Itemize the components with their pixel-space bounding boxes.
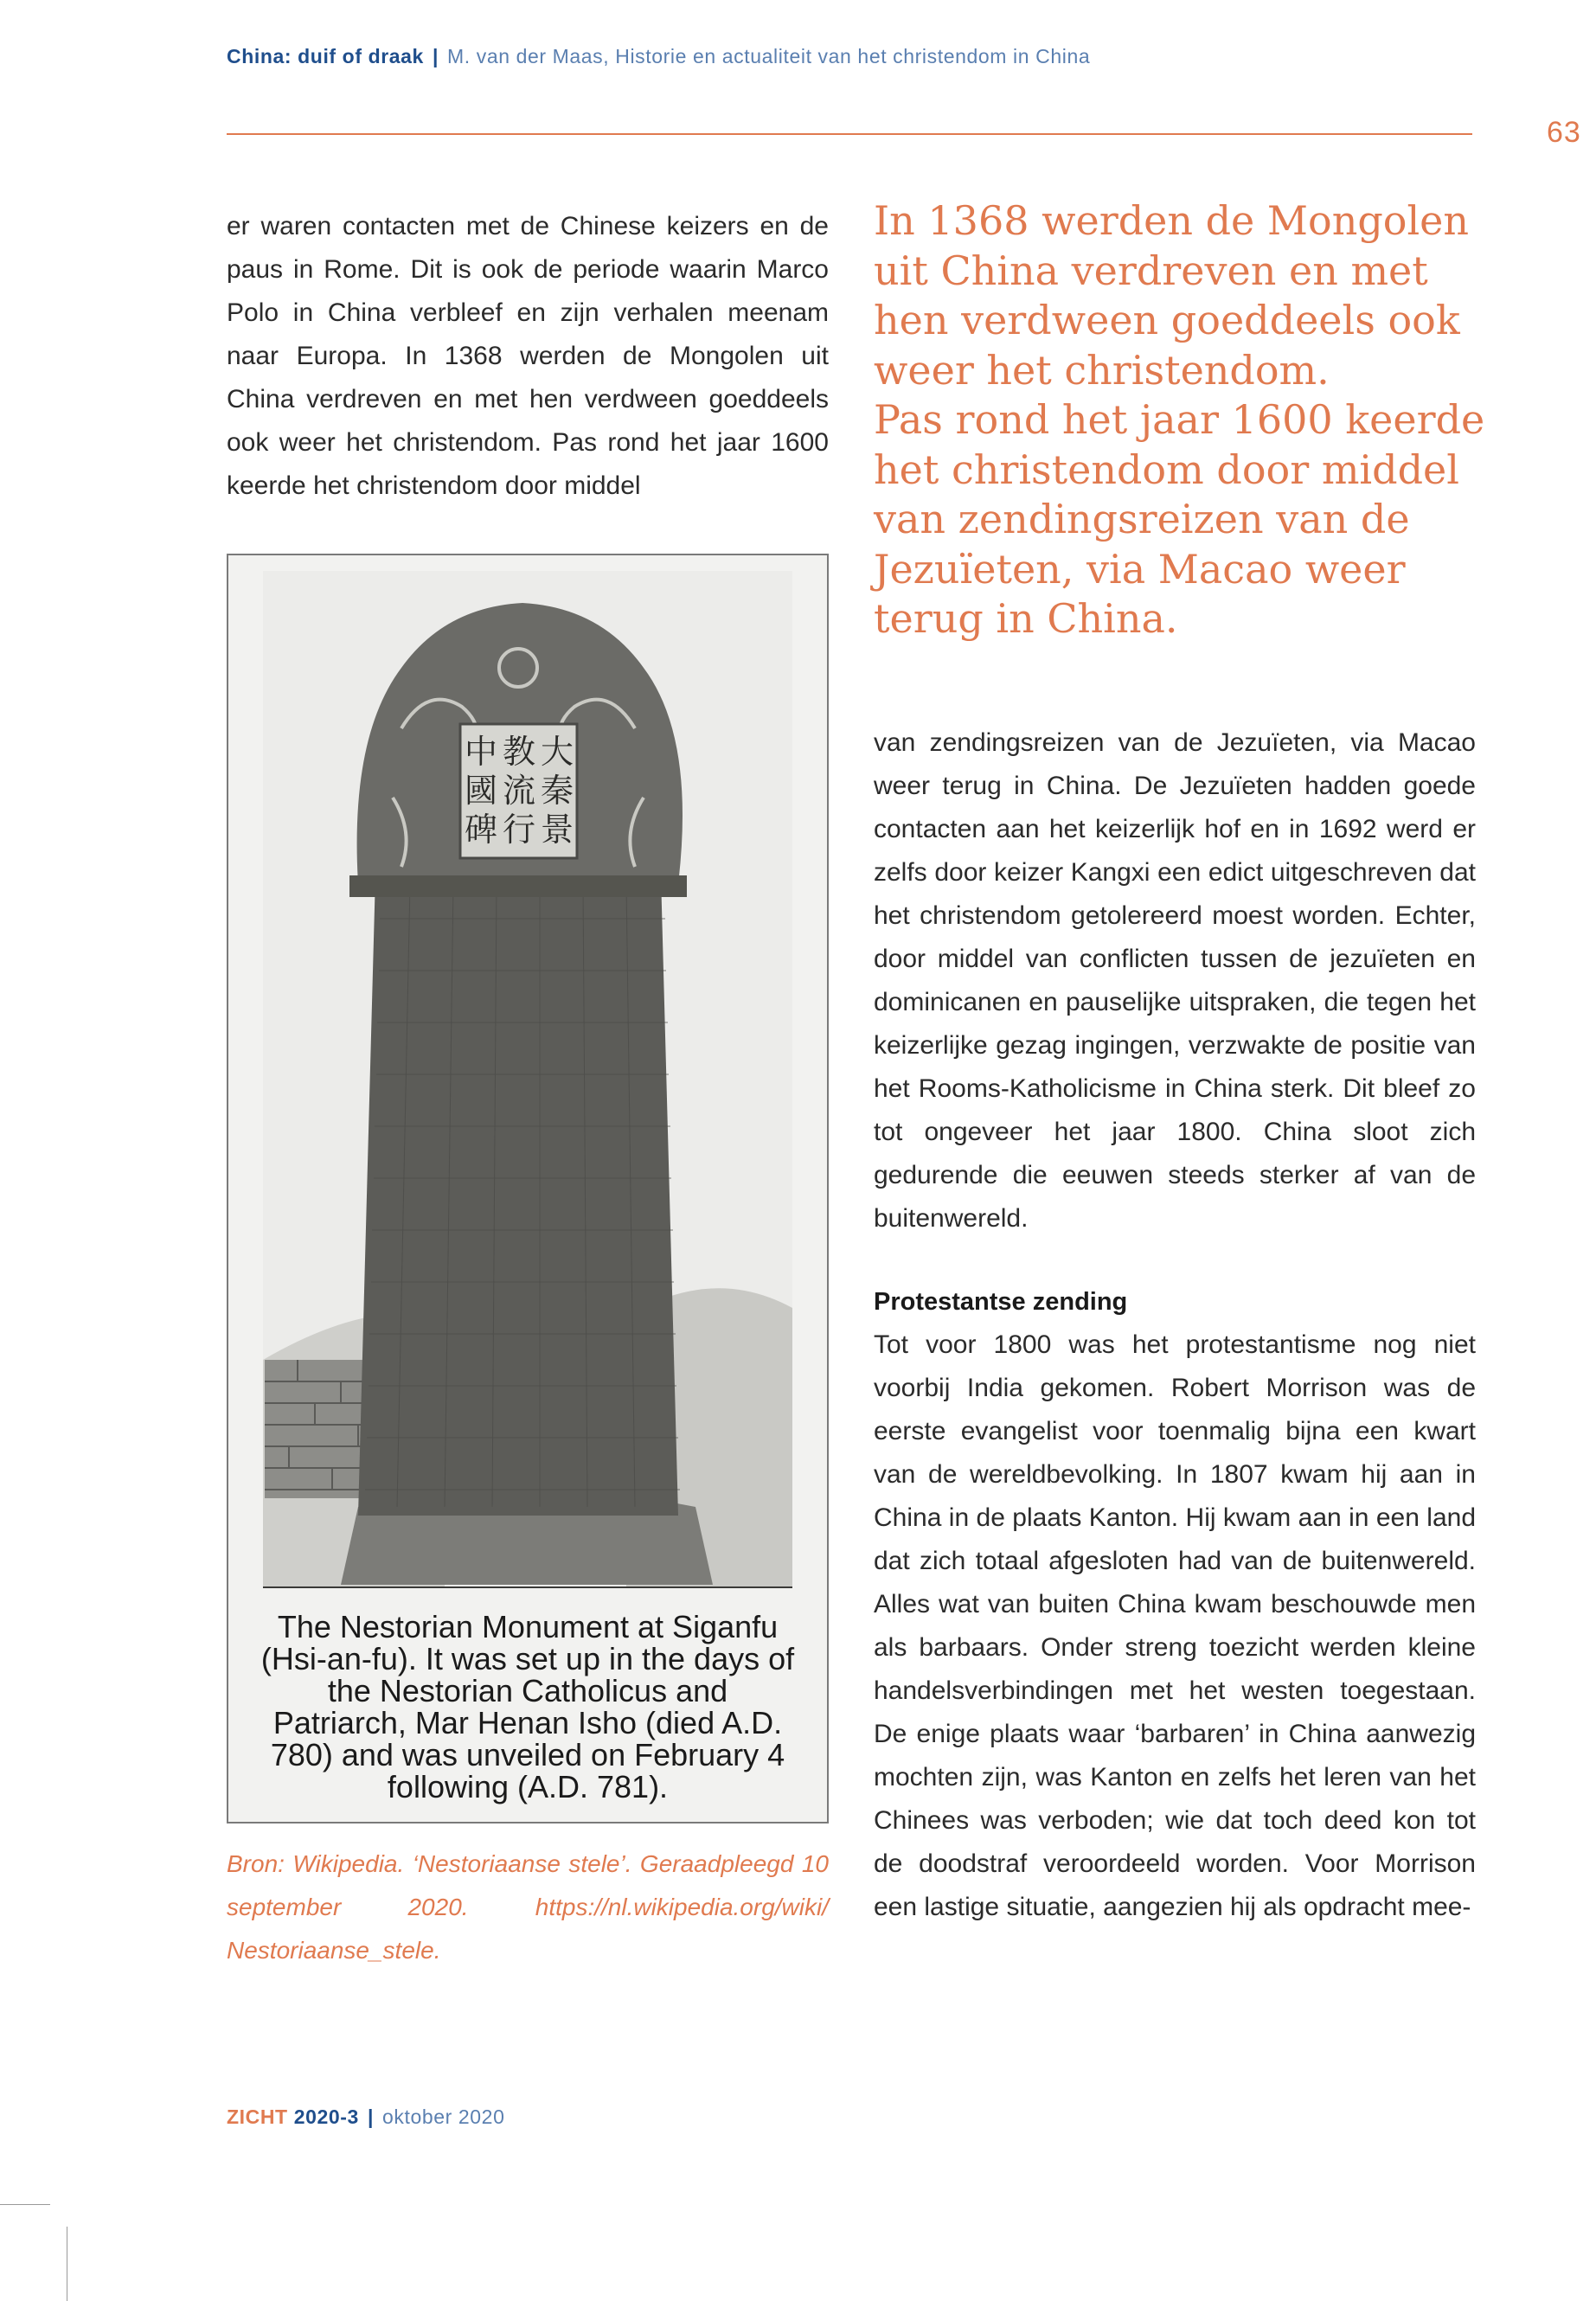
right-column-paragraph-1: van zendingsreizen van de Jezuïeten, via Macao weer terug in China. De Jezuïeten hadden goede contacten aan het keizerlijk hof en in 1692 werd er zelfs door keizer Kangxi een edict uitgeschreven dat het christendom getolereerd moest worden. Echter, door middel van conflicten tussen de jezuïeten en dominicanen en pauselijke uitspraken, die tegen het keizerlijke gezag ingingen, verzwakte de positie van het Rooms-Katholicisme in China sterk. Dit bleef zo tot ongeveer het jaar 1800. China sloot zich gedurende die eeuwen steeds sterker af van de buitenwereld. [874,728,1476,1233]
header-rule [227,133,1472,135]
magazine-name: ZICHT [227,2106,288,2128]
inscription-char: 秦 [540,772,574,810]
photo-caption: The Nestorian Monument at Siganfu (Hsi-an-fu). It was set up in the days of the Nestorian Catholicus and Patriarch, Mar Henan Isho (died A.D. 780) and was unveiled on February 4 following (A.D. 781). [260,1609,795,1804]
inscription-char: 中 [464,733,498,771]
article-title: M. van der Maas, Historie en actualiteit van het christendom in China [447,45,1091,67]
header-separator: | [432,45,439,67]
inscription-char: 流 [502,772,536,810]
pull-quote [874,196,1497,644]
inscription-char: 教 [502,733,536,771]
inscription-char: 景 [540,811,574,849]
inscription-char: 國 [464,772,498,810]
source-caption: Bron: Wikipedia. ‘Nestoriaanse stele’. Geraadpleegd 10 september 2020. https://nl.wikipedia.org/wiki/ Nestoriaanse_stele. [227,1850,829,1964]
footer-separator: | [367,2106,374,2128]
section-heading: Protestantse zending [874,1288,1128,1316]
issue-date: oktober 2020 [381,2106,505,2128]
inscription-char: 大 [540,733,574,771]
crop-mark [0,2204,50,2205]
footer [227,2106,504,2129]
running-header [227,45,1472,68]
issue-number: 2020-3 [293,2106,359,2128]
pull-quote-line-1: In 1368 werden de Mongolen uit China verdreven en met hen verdween goeddeels ook weer het christendom. [874,197,1470,394]
pull-quote-line-2: Pas rond het jaar 1600 keerde het christendom door middel van zendingsreizen van de Jezuïeten, via Macao weer terug in China. [874,396,1485,642]
page-number: 63 [1547,116,1581,149]
journal-title: China: duif of draak [227,45,424,67]
left-column-paragraph: er waren contacten met de Chinese keizers en de paus in Rome. Dit is ook de periode waarin Marco Polo in China verbleef en zijn verhalen meenam naar Europa. In 1368 werden de Mongolen uit China verdreven en met hen verdween goeddeels ook weer het christendom. Pas rond het jaar 1600 keerde het christendom door middel [227,212,829,500]
inscription-char: 碑 [464,811,498,849]
inscription-char: 行 [502,811,536,849]
right-column-paragraph-2: Tot voor 1800 was het protestantisme nog niet voorbij India gekomen. Robert Morrison was de eerste evangelist voor toenmalig bijna een kwart van de wereldbevolking. In 1807 kwam hij aan in China in de plaats Kanton. Hij kwam aan in een land dat zich totaal afgesloten had van de buitenwereld. Alles wat van buiten China kwam beschouwde men als barbaars. Onder streng toezicht werden kleine handelsverbindingen met het westen toegestaan. De enige plaats waar ‘barbaren’ in China aanwezig mochten zijn, was Kanton en zelfs het leren van het Chinees was verboden; wie dat toch deed kon tot de doodstraf veroordeeld worden. Voor Morrison een lastige situatie, aangezien hij als opdracht mee- [874,1330,1476,1921]
